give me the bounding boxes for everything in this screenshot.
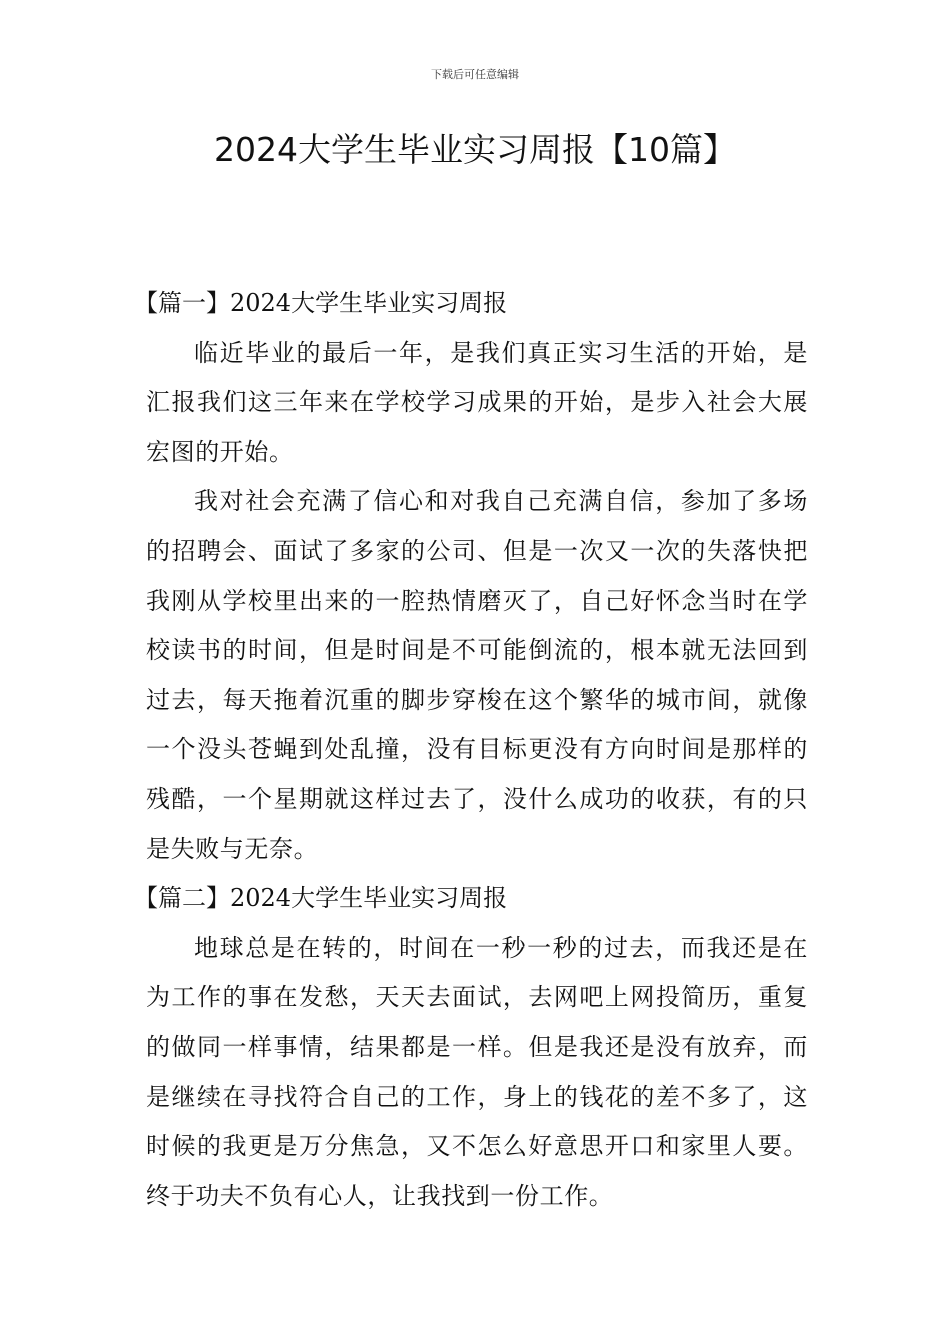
document-body xyxy=(134,279,808,1221)
paragraph: 地球总是在转的，时间在一秒一秒的过去，而我还是在为工作的事在发愁，天天去面试，去网吧上网投简历，重复的做同一样事情，结果都是一样。但是我还是没有放弃，而是继续在寻找符合自己的工作，身上的钱花的差不多了，这时候的我更是万分焦急，又不怎么好意思开口和家里人要。终于功夫不负有心人，让我找到一份工作。 xyxy=(146,933,808,1210)
header-note: 下载后可任意编辑 xyxy=(431,68,519,81)
paragraph: 临近毕业的最后一年，是我们真正实习生活的开始，是汇报我们这三年来在学校学习成果的开始，是步入社会大展宏图的开始。 xyxy=(146,338,808,466)
section-1 xyxy=(134,279,808,874)
section-heading: 【篇一】2024大学生毕业实习周报 xyxy=(134,289,508,317)
section-2 xyxy=(134,874,808,1221)
paragraph: 我对社会充满了信心和对我自己充满自信，参加了多场的招聘会、面试了多家的公司、但是一次又一次的失落快把我刚从学校里出来的一腔热情磨灭了，自己好怀念当时在学校读书的时间，但是时间是不可能倒流的，根本就无法回到过去，每天拖着沉重的脚步穿梭在这个繁华的城市间，就像一个没头苍蝇到处乱撞，没有目标更没有方向时间是那样的残酷，一个星期就这样过去了，没什么成功的收获，有的只是失败与无奈。 xyxy=(146,487,808,863)
document-title: 2024大学生毕业实习周报【10篇】 xyxy=(214,130,736,169)
section-heading: 【篇二】2024大学生毕业实习周报 xyxy=(134,884,508,913)
